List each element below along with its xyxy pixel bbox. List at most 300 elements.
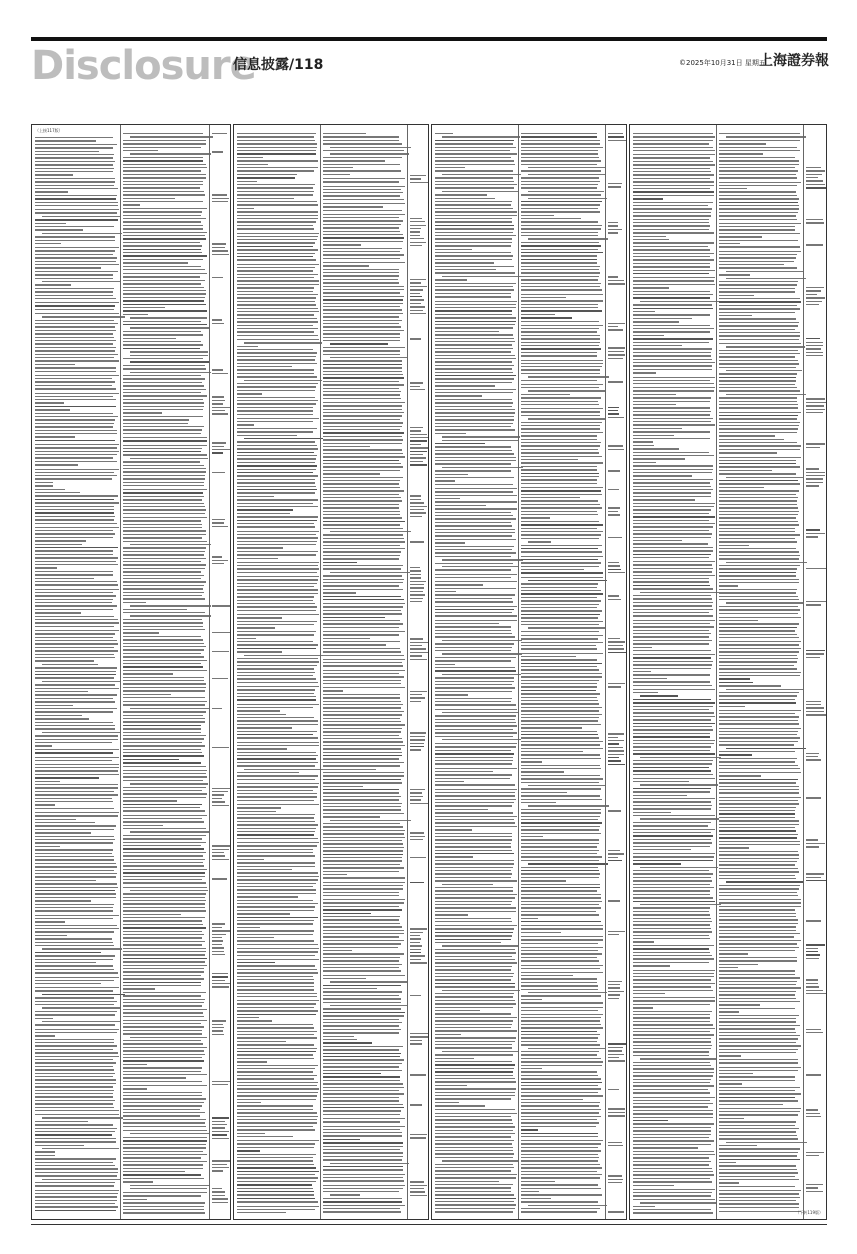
text-line — [521, 136, 597, 137]
text-line — [42, 233, 122, 234]
text-line — [435, 474, 468, 475]
text-line — [442, 1051, 520, 1052]
text-line — [35, 561, 116, 562]
text-line — [521, 500, 598, 501]
text-line — [323, 282, 399, 283]
text-line — [435, 601, 513, 602]
text-column-2b — [323, 127, 405, 1217]
text-line — [719, 1097, 795, 1098]
text-line — [123, 440, 207, 441]
text-line — [633, 1127, 711, 1128]
text-line — [435, 382, 512, 383]
text-line — [123, 465, 204, 466]
text-line — [806, 355, 823, 356]
text-line — [521, 466, 597, 467]
text-line — [435, 283, 516, 284]
page-header — [31, 43, 829, 89]
text-line — [237, 523, 314, 524]
text-line — [719, 1035, 800, 1036]
text-column-4a — [633, 127, 715, 1217]
text-line — [35, 752, 113, 753]
text-line — [719, 1028, 795, 1029]
text-line — [608, 686, 621, 687]
text-line — [123, 646, 206, 647]
text-line — [35, 185, 114, 186]
text-line — [806, 714, 826, 715]
text-line — [608, 981, 622, 982]
text-line — [323, 599, 404, 600]
text-line — [35, 320, 114, 321]
text-line — [123, 238, 206, 239]
text-line — [521, 140, 600, 141]
text-line — [726, 370, 802, 371]
text-line — [633, 411, 711, 412]
text-line — [521, 1184, 598, 1185]
text-line — [123, 1030, 202, 1031]
text-line — [521, 950, 598, 951]
text-line — [521, 673, 602, 674]
text-line — [323, 326, 401, 327]
row-divider — [323, 214, 405, 215]
text-line — [123, 766, 206, 767]
text-line — [719, 350, 798, 351]
text-line — [212, 410, 225, 411]
text-line — [633, 709, 709, 710]
text-line — [719, 984, 796, 985]
row-divider — [323, 670, 405, 671]
text-line — [521, 1112, 599, 1113]
text-line — [123, 999, 205, 1000]
text-line — [123, 842, 206, 843]
text-line — [410, 691, 427, 692]
text-line — [806, 180, 823, 181]
text-line — [435, 932, 513, 933]
text-line — [410, 1181, 424, 1182]
text-line — [435, 647, 512, 648]
text-line — [123, 927, 206, 928]
text-line — [237, 737, 318, 738]
text-line — [719, 528, 795, 529]
text-line — [719, 555, 800, 556]
text-line — [237, 720, 318, 721]
text-line — [521, 928, 603, 929]
text-line — [521, 328, 599, 329]
text-line — [608, 1060, 625, 1061]
text-line — [719, 1186, 795, 1187]
text-line — [35, 409, 70, 410]
text-line — [212, 973, 228, 974]
text-line — [410, 464, 427, 465]
text-line — [633, 1144, 711, 1145]
text-line — [212, 976, 228, 977]
text-line — [435, 255, 513, 256]
text-line — [237, 1122, 317, 1123]
text-line — [237, 920, 314, 921]
text-line — [212, 1027, 224, 1028]
text-line — [719, 765, 798, 766]
text-line — [35, 616, 114, 617]
text-line — [719, 428, 798, 429]
text-line — [35, 660, 94, 661]
row-divider — [323, 899, 405, 900]
text-line — [633, 1137, 709, 1138]
text-line — [633, 1017, 710, 1018]
text-line — [42, 732, 122, 733]
text-line — [237, 465, 317, 466]
text-line — [123, 666, 203, 667]
text-line — [633, 397, 711, 398]
text-line — [608, 140, 626, 141]
text-line — [633, 740, 715, 741]
text-line — [633, 983, 715, 984]
text-line — [521, 897, 601, 898]
text-line — [237, 308, 318, 309]
text-line — [726, 562, 808, 563]
text-line — [212, 151, 223, 152]
text-line — [237, 758, 316, 759]
text-line — [212, 1127, 225, 1128]
text-line — [608, 514, 620, 515]
text-line — [237, 644, 318, 645]
text-line — [123, 1109, 200, 1110]
text-line — [633, 1055, 709, 1056]
text-line — [323, 286, 404, 287]
row-divider — [237, 704, 319, 705]
text-line — [35, 1066, 113, 1067]
column-divider — [209, 125, 210, 1219]
text-line — [521, 551, 602, 552]
text-line — [521, 1010, 598, 1011]
text-line — [323, 463, 401, 464]
text-line — [323, 610, 401, 611]
text-line — [806, 1184, 823, 1185]
row-divider — [35, 1114, 119, 1115]
text-line — [521, 600, 601, 601]
text-line — [806, 707, 824, 708]
text-line — [35, 1145, 84, 1146]
text-line — [323, 524, 400, 525]
text-line — [633, 605, 712, 606]
text-line — [719, 655, 797, 656]
text-line — [212, 798, 222, 799]
text-line — [410, 454, 423, 455]
text-line — [123, 835, 206, 836]
text-line — [323, 772, 404, 773]
text-line — [237, 762, 318, 763]
text-line — [719, 585, 738, 586]
text-line — [323, 623, 403, 624]
text-line — [521, 792, 567, 793]
text-line — [123, 368, 206, 369]
text-line — [608, 225, 618, 226]
text-line — [123, 687, 206, 688]
text-line — [435, 286, 513, 287]
text-line — [123, 304, 206, 305]
text-line — [521, 1208, 600, 1209]
text-line — [719, 824, 799, 825]
text-line — [719, 609, 800, 610]
text-line — [35, 684, 115, 685]
text-line — [719, 325, 798, 326]
row-divider — [435, 581, 517, 582]
publication-date: ©2025年10月31日 星期五 — [679, 59, 766, 67]
text-line — [323, 888, 403, 889]
text-line — [521, 1109, 601, 1110]
text-line — [237, 167, 318, 168]
text-line — [35, 1124, 113, 1125]
text-line — [633, 1110, 713, 1111]
text-line — [719, 551, 799, 552]
text-line — [435, 211, 517, 212]
text-line — [123, 475, 205, 476]
text-line — [719, 871, 799, 872]
text-line — [237, 386, 316, 387]
text-line — [435, 463, 511, 464]
text-line — [435, 238, 512, 239]
text-line — [633, 263, 710, 264]
text-line — [806, 174, 822, 175]
text-line — [123, 249, 201, 250]
text-line — [35, 722, 113, 723]
text-line — [212, 277, 223, 278]
text-line — [608, 323, 625, 324]
text-line — [521, 666, 597, 667]
text-line — [237, 976, 313, 977]
text-line — [719, 298, 800, 299]
text-line — [323, 765, 400, 766]
text-line — [35, 612, 81, 613]
text-line — [521, 607, 597, 608]
text-line — [633, 249, 710, 250]
text-line — [719, 864, 795, 865]
text-line — [633, 435, 674, 436]
text-line — [521, 829, 599, 830]
text-line — [237, 363, 317, 364]
text-line — [323, 558, 399, 559]
text-line — [633, 815, 715, 816]
text-line — [123, 160, 203, 161]
text-line — [435, 577, 511, 578]
text-line — [237, 1154, 316, 1155]
text-line — [35, 451, 119, 452]
text-line — [633, 935, 709, 936]
text-line — [719, 875, 795, 876]
text-line — [435, 907, 516, 908]
text-line — [330, 153, 410, 154]
text-line — [410, 701, 421, 702]
row-divider — [521, 653, 603, 654]
text-line — [435, 993, 514, 994]
text-line — [521, 1068, 542, 1069]
text-line — [435, 470, 511, 471]
text-line — [323, 1110, 401, 1111]
text-line — [237, 779, 315, 780]
text-line — [435, 1187, 511, 1188]
text-line — [442, 566, 518, 567]
text-line — [633, 287, 669, 288]
text-line — [323, 885, 403, 886]
text-line — [35, 502, 119, 503]
text-line — [244, 380, 323, 381]
text-line — [435, 232, 513, 233]
text-line — [123, 385, 204, 386]
text-line — [410, 382, 423, 383]
text-line — [719, 665, 794, 666]
text-line — [435, 385, 495, 386]
text-line — [608, 1108, 625, 1109]
text-line — [521, 775, 600, 776]
text-line — [35, 340, 116, 341]
text-line — [123, 211, 202, 212]
text-line — [435, 187, 514, 188]
row-divider — [719, 223, 801, 224]
text-line — [633, 1014, 710, 1015]
text-line — [608, 565, 620, 566]
text-line — [323, 837, 405, 838]
text-line — [435, 1058, 474, 1059]
text-line — [806, 485, 819, 486]
text-line — [521, 338, 600, 339]
text-line — [633, 431, 710, 432]
text-line — [806, 475, 825, 476]
text-line — [323, 582, 403, 583]
text-line — [435, 701, 511, 702]
text-line — [237, 831, 315, 832]
text-line — [435, 515, 513, 516]
text-line — [35, 519, 114, 520]
row-divider — [323, 659, 405, 660]
text-line — [123, 541, 207, 542]
text-line — [521, 1085, 598, 1086]
text-line — [633, 753, 715, 754]
text-line — [435, 361, 512, 362]
text-line — [633, 294, 713, 295]
text-line — [633, 901, 715, 902]
text-line — [35, 1210, 116, 1211]
text-line — [123, 958, 207, 959]
text-line — [521, 511, 597, 512]
text-line — [323, 432, 404, 433]
row-divider — [323, 975, 405, 976]
row-divider — [719, 617, 801, 618]
text-line — [237, 486, 316, 487]
text-line — [719, 892, 797, 893]
text-line — [521, 697, 597, 698]
text-line — [35, 1059, 113, 1060]
text-line — [521, 734, 598, 735]
text-line — [719, 682, 753, 683]
text-line — [123, 297, 205, 298]
text-line — [35, 547, 118, 548]
text-line — [521, 982, 597, 983]
text-line — [237, 218, 318, 219]
text-line — [521, 1027, 603, 1028]
text-line — [35, 571, 113, 572]
text-line — [35, 364, 75, 365]
text-line — [323, 957, 400, 958]
text-line — [237, 1184, 312, 1185]
text-line — [123, 225, 203, 226]
text-line — [435, 327, 513, 328]
text-line — [435, 598, 512, 599]
text-line — [435, 1075, 513, 1076]
text-line — [608, 641, 625, 642]
row-divider — [521, 325, 603, 326]
text-line — [719, 685, 781, 686]
text-line — [633, 421, 711, 422]
text-line — [521, 208, 598, 209]
text-line — [633, 390, 714, 391]
text-line — [719, 981, 797, 982]
text-line — [719, 356, 795, 357]
text-line — [35, 859, 114, 860]
text-line — [435, 1003, 516, 1004]
text-line — [123, 752, 202, 753]
text-line — [123, 721, 205, 722]
text-line — [521, 201, 602, 202]
text-line — [123, 941, 205, 942]
text-line — [212, 927, 222, 928]
text-line — [123, 961, 205, 962]
text-line — [237, 1119, 317, 1120]
text-line — [323, 711, 404, 712]
text-line — [123, 307, 165, 308]
text-line — [35, 278, 113, 279]
text-line — [521, 648, 597, 649]
text-line — [237, 996, 317, 997]
text-line — [633, 941, 654, 942]
text-line — [237, 318, 317, 319]
text-line — [806, 348, 821, 349]
text-line — [719, 916, 796, 917]
text-line — [130, 1185, 210, 1186]
text-line — [521, 497, 580, 498]
text-line — [633, 1147, 698, 1148]
text-line — [521, 211, 600, 212]
row-divider — [323, 402, 405, 403]
text-line — [521, 170, 601, 171]
text-line — [633, 428, 682, 429]
text-line — [633, 143, 709, 144]
text-line — [633, 523, 715, 524]
text-line — [237, 1174, 315, 1175]
text-line — [521, 415, 600, 416]
text-line — [521, 157, 599, 158]
row-divider — [323, 203, 405, 204]
text-line — [633, 636, 709, 637]
text-line — [435, 609, 514, 610]
text-line — [35, 257, 117, 258]
text-line — [323, 313, 403, 314]
text-line — [323, 943, 401, 944]
text-line — [435, 911, 516, 912]
row-divider — [521, 360, 603, 361]
text-line — [435, 986, 515, 987]
text-line — [633, 716, 715, 717]
text-line — [435, 802, 514, 803]
text-line — [410, 299, 424, 300]
text-line — [123, 1157, 201, 1158]
text-line — [435, 1191, 511, 1192]
text-line — [633, 472, 712, 473]
text-line — [35, 791, 114, 792]
text-line — [633, 509, 711, 510]
text-line — [806, 711, 824, 712]
text-line — [719, 678, 750, 679]
text-line — [323, 1080, 400, 1081]
text-line — [633, 304, 712, 305]
text-line — [237, 520, 317, 521]
